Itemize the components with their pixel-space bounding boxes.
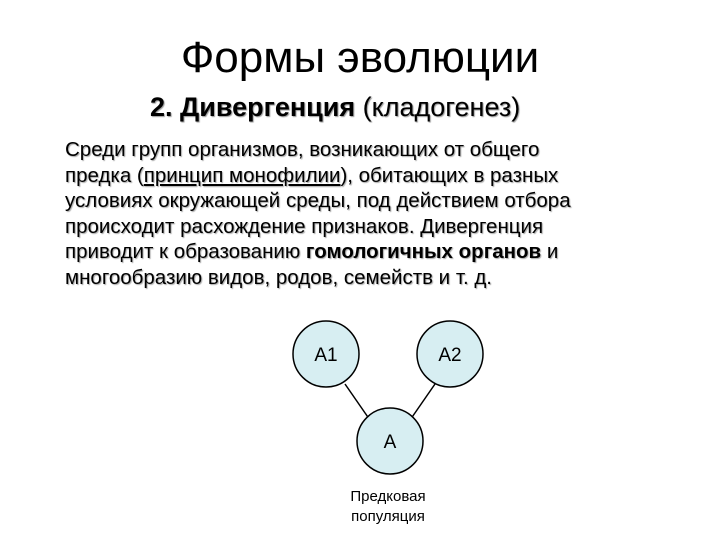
slide-title: Формы эволюции [180,33,540,82]
paragraph-line-4: происходит расхождение признаков. Дивергенция [65,214,544,238]
ancestral-population-caption [318,487,458,527]
paragraph-line-3: условиях окружающей среды, под действием отбора [65,189,571,212]
line5-pre: приводит к образованию [65,240,306,263]
subtitle-bold: 2. Дивергенция [150,92,356,122]
subtitle-normal: (кладогенез) [362,92,521,122]
node-a-label: А [383,432,397,453]
node-a2 [417,321,483,387]
node-a2-label: А2 [438,345,462,366]
line2-post: ), обитающих в разных [340,163,559,187]
line2-pre: предка ( [65,163,144,187]
caption-line-2: популяция [351,508,425,525]
node-a [357,408,423,474]
line5-post: и [541,240,559,263]
caption-line-1: Предковая [350,488,426,505]
monophyly-term: принцип монофилии [143,163,341,187]
node-a1 [293,321,359,387]
paragraph-line-1: Среди групп организмов, возникающих от общего [65,138,540,161]
paragraph-line-6: многообразию видов, родов, семейств и т. д. [65,265,492,289]
node-a1-label: А1 [314,345,338,366]
homologous-organs-term: гомологичных органов [305,240,542,263]
